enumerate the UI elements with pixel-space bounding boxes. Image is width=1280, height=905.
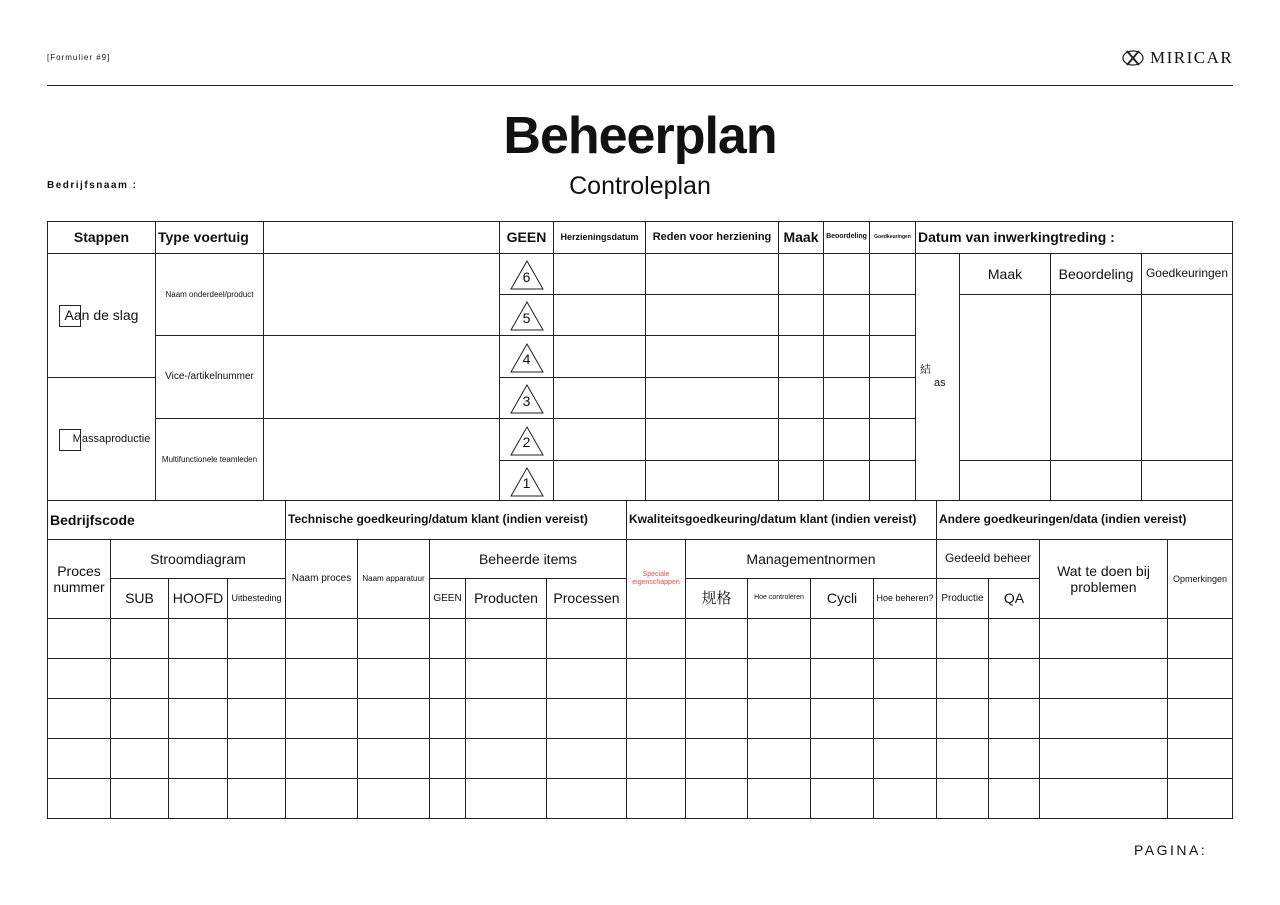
table-cell[interactable]: [357, 658, 430, 699]
table-cell[interactable]: [747, 658, 811, 699]
revision-make-field[interactable]: [778, 294, 824, 336]
table-cell[interactable]: [988, 698, 1040, 739]
revision-date-field[interactable]: [553, 294, 646, 336]
revision-reason-header: Reden voor herziening: [645, 221, 779, 254]
flow-chart-header: Stroomdiagram: [110, 539, 286, 579]
table-cell[interactable]: [429, 698, 466, 739]
revision-number-cell: [499, 335, 554, 378]
table-cell[interactable]: [1167, 658, 1233, 699]
process-name-header: Naam proces: [285, 539, 358, 619]
revision-approvals-field[interactable]: [869, 253, 916, 295]
revision-review-field[interactable]: [823, 418, 870, 461]
tech-approval-header: Technische goedkeuring/datum klant (indien vereist): [285, 500, 627, 540]
table-cell[interactable]: [47, 658, 111, 699]
table-cell[interactable]: [285, 658, 358, 699]
table-cell[interactable]: [1039, 658, 1168, 699]
table-cell[interactable]: [810, 778, 874, 819]
revision-make-field[interactable]: [778, 418, 824, 461]
other-approvals-header: Andere goedkeuringen/data (indien vereist): [936, 500, 1233, 540]
revision-reason-field[interactable]: [645, 460, 779, 501]
table-cell[interactable]: [285, 698, 358, 739]
revision-number: 5: [522, 309, 531, 326]
revision-number: 2: [522, 434, 531, 451]
revision-number-cell: [499, 377, 554, 419]
table-cell[interactable]: [357, 698, 430, 739]
brand-logo: [1122, 48, 1233, 68]
managed-items-header: Beheerde items: [429, 539, 627, 579]
table-cell[interactable]: [546, 698, 627, 739]
vehicle-type-header: Type voertuig: [155, 221, 264, 254]
table-cell[interactable]: [429, 658, 466, 699]
brand-mark-icon: [1122, 48, 1144, 68]
table-cell[interactable]: [936, 778, 989, 819]
device-name-header: Naam apparatuur: [357, 539, 430, 619]
quality-approval-header: Kwaliteitsgoedkeuring/datum klant (indien vereist): [626, 500, 937, 540]
table-cell[interactable]: [1167, 698, 1233, 739]
sign-review-header: Beoordeling: [1050, 253, 1142, 295]
article-number-label: Vice-/artikelnummer: [155, 335, 264, 419]
sign-review-field[interactable]: [1050, 294, 1142, 461]
sub-header: SUB: [110, 578, 169, 619]
how-check-header: Hoe controleren: [747, 578, 811, 619]
table-cell[interactable]: [465, 618, 547, 659]
sign-review-date[interactable]: [1050, 460, 1142, 501]
effective-date-header: Datum van inwerkingtreding :: [915, 221, 1233, 254]
table-cell[interactable]: [936, 698, 989, 739]
process-number-header: Proces nummer: [47, 539, 111, 619]
revision-date-field[interactable]: [553, 418, 646, 461]
table-cell[interactable]: [47, 778, 111, 819]
revision-review-field[interactable]: [823, 377, 870, 419]
vehicle-type-field[interactable]: [263, 221, 500, 254]
table-cell[interactable]: [626, 778, 686, 819]
revision-make-field[interactable]: [778, 460, 824, 501]
table-cell[interactable]: [936, 658, 989, 699]
table-cell[interactable]: [47, 698, 111, 739]
how-manage-header: Hoe beheren?: [873, 578, 937, 619]
production-header: Productie: [936, 578, 989, 619]
sign-approvals-header: Goedkeuringen: [1141, 253, 1233, 295]
table-cell[interactable]: [465, 658, 547, 699]
make-header: Maak: [778, 221, 824, 254]
table-cell[interactable]: [747, 698, 811, 739]
sign-make-header: Maak: [959, 253, 1051, 295]
revision-review-field[interactable]: [823, 460, 870, 501]
table-cell[interactable]: [626, 698, 686, 739]
table-cell[interactable]: [810, 658, 874, 699]
revision-number: 6: [522, 268, 531, 285]
table-cell[interactable]: [110, 618, 169, 659]
geen-sub-header: GEEN: [429, 578, 466, 619]
table-cell[interactable]: [873, 778, 937, 819]
table-cell[interactable]: [747, 778, 811, 819]
approvals-header: Goedkeuringen: [869, 221, 916, 254]
table-cell[interactable]: [546, 658, 627, 699]
table-cell[interactable]: [873, 658, 937, 699]
table-cell[interactable]: [810, 618, 874, 659]
table-cell[interactable]: [936, 618, 989, 659]
what-to-do-header: Wat te doen bij problemen: [1039, 539, 1168, 619]
revision-number: 1: [522, 475, 531, 492]
article-number-field[interactable]: [263, 335, 500, 419]
revision-number: 4: [522, 351, 531, 368]
processes-header: Processen: [546, 578, 627, 619]
table-cell[interactable]: [1039, 738, 1168, 779]
revision-number-cell: [499, 294, 554, 336]
revision-number-cell: [499, 418, 554, 461]
table-cell[interactable]: [227, 698, 286, 739]
page-number-label: PAGINA:: [1134, 842, 1208, 858]
table-cell[interactable]: [546, 618, 627, 659]
table-cell[interactable]: [988, 658, 1040, 699]
table-cell[interactable]: [873, 698, 937, 739]
table-cell[interactable]: [685, 658, 748, 699]
table-cell[interactable]: [227, 738, 286, 779]
geen-header: GEEN: [499, 221, 554, 254]
revision-approvals-field[interactable]: [869, 460, 916, 501]
revision-approvals-field[interactable]: [869, 377, 916, 419]
table-cell[interactable]: [988, 778, 1040, 819]
table-cell[interactable]: [429, 618, 466, 659]
part-name-label: Naam onderdeel/product: [155, 253, 264, 336]
table-cell[interactable]: [285, 618, 358, 659]
table-cell[interactable]: [168, 618, 228, 659]
table-cell[interactable]: [465, 738, 547, 779]
team-members-field[interactable]: [263, 418, 500, 501]
sign-make-date[interactable]: [959, 460, 1051, 501]
revision-make-field[interactable]: [778, 377, 824, 419]
table-cell[interactable]: [110, 738, 169, 779]
revision-number-cell: [499, 460, 554, 501]
table-cell[interactable]: [110, 658, 169, 699]
table-cell[interactable]: [357, 618, 430, 659]
revision-approvals-field[interactable]: [869, 335, 916, 378]
table-cell[interactable]: [227, 618, 286, 659]
step-start-checkbox[interactable]: [59, 305, 81, 327]
step-start-label: Aan de slag: [64, 307, 139, 324]
revision-make-field[interactable]: [778, 253, 824, 295]
table-cell[interactable]: [685, 778, 748, 819]
revision-number: 3: [522, 392, 531, 409]
table-cell[interactable]: [110, 778, 169, 819]
revision-approvals-field[interactable]: [869, 418, 916, 461]
revision-date-header: Herzieningsdatum: [553, 221, 646, 254]
stappen-header: Stappen: [47, 221, 156, 254]
effective-side-cell: [915, 253, 960, 501]
table-cell[interactable]: [47, 738, 111, 779]
part-name-field[interactable]: [263, 253, 500, 336]
table-cell[interactable]: [227, 778, 286, 819]
table-cell[interactable]: [1167, 618, 1233, 659]
qa-header: QA: [988, 578, 1040, 619]
products-header: Producten: [465, 578, 547, 619]
revision-review-field[interactable]: [823, 335, 870, 378]
company-code-header: Bedrijfscode: [47, 500, 286, 540]
sign-approvals-field[interactable]: [1141, 294, 1233, 461]
table-cell[interactable]: [168, 658, 228, 699]
table-cell[interactable]: [1167, 778, 1233, 819]
page-title: Beheerplan: [503, 107, 777, 165]
revision-review-field[interactable]: [823, 253, 870, 295]
table-cell[interactable]: [747, 738, 811, 779]
team-members-label: Multifunctionele teamleden: [155, 418, 264, 501]
step-mass-checkbox[interactable]: [59, 429, 81, 451]
table-cell[interactable]: [873, 738, 937, 779]
revision-approvals-field[interactable]: [869, 294, 916, 336]
revision-review-field[interactable]: [823, 294, 870, 336]
revision-reason-field[interactable]: [645, 377, 779, 419]
remarks-header: Opmerkingen: [1167, 539, 1233, 619]
revision-reason-field[interactable]: [645, 418, 779, 461]
table-cell[interactable]: [873, 618, 937, 659]
table-cell[interactable]: [626, 618, 686, 659]
table-cell[interactable]: [168, 778, 228, 819]
table-cell[interactable]: [47, 618, 111, 659]
table-cell[interactable]: [429, 738, 466, 779]
side-glyph-1: 結: [920, 364, 931, 377]
revision-date-field[interactable]: [553, 253, 646, 295]
table-cell[interactable]: [747, 618, 811, 659]
review-header: Beoordeling: [823, 221, 870, 254]
table-cell[interactable]: [168, 738, 228, 779]
table-cell[interactable]: [1039, 778, 1168, 819]
table-cell[interactable]: [285, 738, 358, 779]
company-name-label: Bedrijfsnaam :: [47, 180, 138, 191]
table-cell[interactable]: [465, 698, 547, 739]
table-cell[interactable]: [936, 738, 989, 779]
table-cell[interactable]: [1039, 618, 1168, 659]
main-header: HOOFD: [168, 578, 228, 619]
table-cell[interactable]: [988, 618, 1040, 659]
revision-make-field[interactable]: [778, 335, 824, 378]
table-cell[interactable]: [227, 658, 286, 699]
spec-header: 规格: [685, 578, 748, 619]
table-cell[interactable]: [546, 738, 627, 779]
table-cell[interactable]: [810, 738, 874, 779]
table-cell[interactable]: [429, 778, 466, 819]
outsourcing-header: Uitbesteding: [227, 578, 286, 619]
table-cell[interactable]: [357, 738, 430, 779]
form-label: [Formulier #9]: [47, 53, 111, 62]
shared-mgmt-header: Gedeeld beheer: [936, 539, 1040, 579]
table-cell[interactable]: [1039, 698, 1168, 739]
table-cell[interactable]: [546, 778, 627, 819]
mgmt-norms-header: Managementnormen: [685, 539, 937, 579]
table-cell[interactable]: [685, 698, 748, 739]
revision-date-field[interactable]: [553, 335, 646, 378]
table-cell[interactable]: [168, 698, 228, 739]
table-cell[interactable]: [988, 738, 1040, 779]
special-props-header: Speciale eigenschappen: [626, 539, 686, 619]
header-divider: [47, 85, 1233, 86]
table-cell[interactable]: [810, 698, 874, 739]
table-cell[interactable]: [685, 618, 748, 659]
table-cell[interactable]: [685, 738, 748, 779]
table-cell[interactable]: [285, 778, 358, 819]
page-subtitle: Controleplan: [569, 172, 711, 200]
revision-reason-field[interactable]: [645, 335, 779, 378]
brand-name: MIRICAR: [1150, 48, 1234, 67]
revision-reason-field[interactable]: [645, 253, 779, 295]
revision-date-field[interactable]: [553, 460, 646, 501]
sign-approvals-date[interactable]: [1141, 460, 1233, 501]
revision-date-field[interactable]: [553, 377, 646, 419]
revision-reason-field[interactable]: [645, 294, 779, 336]
revision-number-cell: [499, 253, 554, 295]
sign-make-field[interactable]: [959, 294, 1051, 461]
table-cell[interactable]: [357, 778, 430, 819]
table-cell[interactable]: [626, 658, 686, 699]
table-cell[interactable]: [110, 698, 169, 739]
table-cell[interactable]: [626, 738, 686, 779]
side-glyph-2: as: [934, 377, 946, 389]
cycles-header: Cycli: [810, 578, 874, 619]
table-cell[interactable]: [465, 778, 547, 819]
step-mass-label: Massaproductie: [72, 432, 151, 445]
table-cell[interactable]: [1167, 738, 1233, 779]
